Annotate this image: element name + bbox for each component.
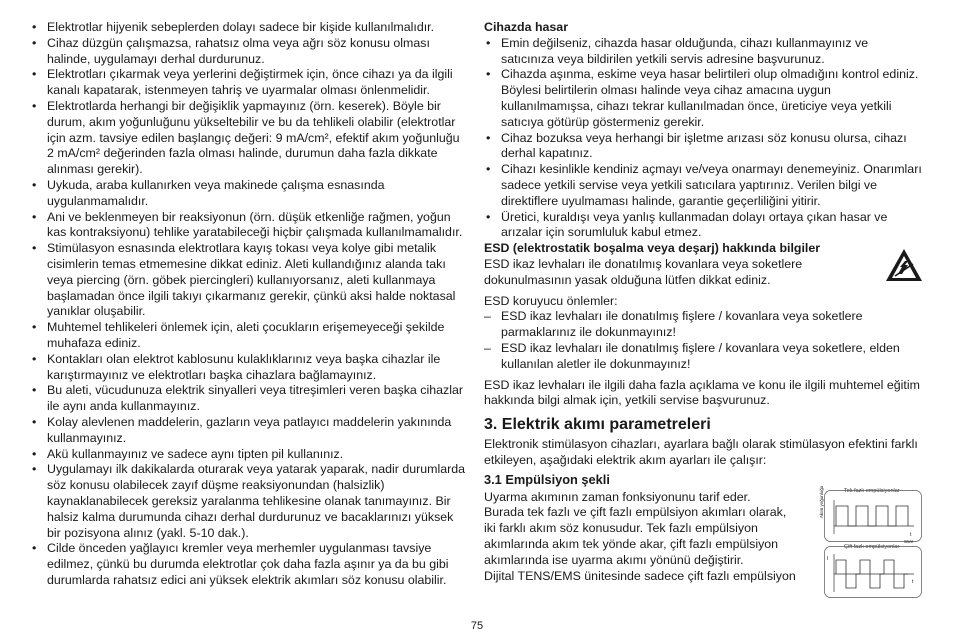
biphasic-diagram — [824, 543, 922, 598]
left-column — [30, 20, 468, 589]
safety-bullet-item: • Elektrotları çıkarmak veya yerlerini değiştirmek için, önce cihazı ya da ilgili kanalı kapatarak, istenmeyen tahriş ve uyarmalar olması önlenmelidir. — [30, 67, 468, 99]
safety-bullet-item: • Ani ve beklenmeyen bir reaksiyonun (örn. düşük etkenliğe rağmen, yoğun kas kontraksiyonu) tehlike yaratabileceği hiçbir çalışmada kullanılmamalıdır. — [30, 210, 468, 242]
damage-bullet-item: • Cihazda aşınma, eskime veya hasar belirtileri olup olmadığını kontrol ediniz. Böylesi belirtilerin olması halinde veya cihaz amacına uygun kullanılmamışsa, cihazı tekrar kullanılmadan önce, üreticiye veya yetkili satıcıya götürüp göstermeniz gerekir. — [484, 67, 924, 130]
safety-bullet-item: • Bu aleti, vücudunuza elektrik sinyalleri veya titreşimleri veren başka cihazlar ile aynı anda kullanmayınız. — [30, 383, 468, 415]
pulse-text-2: Burada tek fazlı ve çift fazlı empülsiyon akımları olarak, iki farklı akım söz konusudur. Tek fazlı empülsiyon akımlarında akım tek yönde akar, çift fazlı empülsiyon akımlarında ise uyarma akımı yönünü değiştirir. — [484, 505, 787, 567]
esd-footer: ESD ikaz levhaları ile ilgili daha fazla açıklama ve konu ile ilgili muhtemel eğitim hakkında bilgi almak için, yetkili servise başvurunuz. — [484, 377, 920, 408]
damage-bullet-item: • Üretici, kuraldışı veya yanlış kullanmadan dolayı ortaya çıkan hasar ve arızalar için sorumluluk kabul etmez. — [484, 210, 924, 242]
esd-heading: ESD (elektrostatik boşalma veya deşarj) hakkında bilgiler — [484, 241, 821, 256]
pulse-text-3: Dijital TENS/EMS ünitesinde sadece çift fazlı empülsiyon — [484, 568, 796, 583]
subsection-title: 3.1 Empülsiyon şekli — [484, 471, 610, 487]
biphasic-ylabel-i: I — [827, 555, 829, 562]
page-number: 75 — [470, 620, 484, 632]
safety-bullet-item: • Cilde önceden yağlayıcı kremler veya merhemler uygulanması tavsiye edilmez, çünkü bu durumda elektrotlar çok daha fazla aşınır ya da bu gibi durumlarda rahatsız edici ani yüksek elektrik akımları söz konusu olabilir. — [30, 541, 468, 588]
monophasic-diagram-title: Tek fazlı empülsiyonlar — [844, 487, 900, 494]
esd-text: ESD ikaz levhaları ile donatılmış kovanlara veya soketlere dokunulmasının yasak olduğuna lütfen dikkat ediniz. — [484, 256, 803, 287]
monophasic-xlabel: Süre — [904, 538, 914, 544]
esd-dash-list — [484, 309, 924, 372]
damage-bullet-item: • Emin değilseniz, cihazda hasar olduğunda, cihazı kullanmayınız ve satıcınıza veya bildirilen yetkili servis adresine başvurunuz. — [484, 36, 924, 68]
safety-bullet-item: • Stimülasyon esnasında elektrotlara kayış tokası veya kolye gibi metalik cisimlerin temas etmemesine dikkat ediniz. Aleti kullandığınız alanda takı veya piercing (örn. göbek piercingleri) kullanıyorsanız, aleti kullanmaya başlamadan önce ilgili takıyı çıkarmanız gerekir, çünkü aksi halde noktasal yanıklar oluşabilir. — [30, 241, 468, 320]
safety-bullet-item: • Uygulamayı ilk dakikalarda oturarak veya yatarak yaparak, nadir durumlarda söz konusu olabilecek zayıf düşme reaksiyonundan (halsizlik) kaynaklanabilecek gereksiz yaralanma tehlikesine olanak tanımayınız. Bir halsiz kalma durumunda cihazı derhal durdurunuz ve bacaklarınızı yüksek bir pozisyona alınız (yakl. 5-10 dak.). — [30, 462, 468, 541]
pulse-section — [484, 485, 924, 585]
safety-bullet-list — [30, 20, 468, 589]
section-title: 3. Elektrik akımı parametreleri — [484, 416, 711, 434]
section-intro: Elektronik stimülasyon cihazları, ayarlara bağlı olarak stimülasyon efektini farklı etkileyen, aşağıdaki elektrik akım ayarları ile çalışır: — [484, 437, 918, 467]
esd-dash-item: – ESD ikaz levhaları ile donatılmış fişlere / kovanlara veya soketlere parmaklarınız ile dokunmayınız! — [484, 309, 924, 341]
esd-warning-icon — [884, 247, 924, 283]
safety-bullet-item: • Kontakları olan elektrot kablosunu kulaklıklarınız veya başka cihazlar ile karıştırmayınız ve elektrotları başka cihazlara bağlamayınız. — [30, 352, 468, 384]
damage-heading: Cihazda hasar — [484, 20, 569, 34]
esd-protection-label: ESD koruyucu önlemler: — [484, 293, 618, 308]
biphasic-diagram-title: Çift fazlı empülsiyonlar — [844, 543, 900, 550]
safety-bullet-item: • Akü kullanmayınız ve sadece aynı tipten pil kullanınız. — [30, 447, 468, 463]
esd-block — [484, 241, 924, 288]
safety-bullet-item: • Muhtemel tehlikeleri önlemek için, aleti çocukların erişemeyeceği şekilde muhafaza ediniz. — [30, 320, 468, 352]
biphasic-xlabel-t: t — [912, 578, 914, 585]
damage-bullet-list — [484, 36, 924, 241]
monophasic-diagram — [819, 485, 922, 544]
monophasic-ylabel: Akım yoğunluğu — [819, 485, 824, 518]
safety-bullet-item: • Elektrotlarda herhangi bir değişiklik yapmayınız (örn. keserek). Böyle bir durum, akım yoğunluğunu yükseltebilir ve bu da tehlikeli olabilir (elektrotlar için azm. tavsiye edilen başlangıç değeri: 9 mA/cm², efektif akım yoğunluğu 2 mA/cm² değerinden fazla olması halinde, durumun daha fazla dikkate alınması gerekir). — [30, 99, 468, 178]
right-column — [484, 20, 924, 584]
safety-bullet-item: • Elektrotlar hijyenik sebeplerden dolayı sadece bir kişide kullanılmalıdır. — [30, 20, 468, 36]
esd-dash-item: – ESD ikaz levhaları ile donatılmış fişlere / kovanlara veya soketlere, elden kullanılan aletler ile dokunmayınız! — [484, 341, 924, 373]
damage-bullet-item: • Cihaz bozuksa veya herhangi bir işletme arızası söz konusu olursa, cihazı derhal kapatınız. — [484, 131, 924, 163]
safety-bullet-item: • Uykuda, araba kullanırken veya makinede çalışma esnasında uygulanmamalıdır. — [30, 178, 468, 210]
safety-bullet-item: • Cihaz düzgün çalışmazsa, rahatsız olma veya ağrı söz konusu olması halinde, uygulamayı derhal durdurunuz. — [30, 36, 468, 68]
monophasic-xlabel-t: t — [910, 531, 912, 538]
safety-bullet-item: • Kolay alevlenen maddelerin, gazların veya patlayıcı maddelerin yakınında kullanmayınız. — [30, 415, 468, 447]
pulse-text-1: Uyarma akımının zaman fonksiyonunu tarif eder. — [484, 489, 751, 504]
damage-bullet-item: • Cihazı kesinlikle kendiniz açmayı ve/veya onarmayı denemeyiniz. Onarımları sadece yetkili servise veya yetkili satıcılara yaptırınız. Verilen bilgi ve direktiflere uyulmaması halinde, garantie geçerliliğini yitirir. — [484, 162, 924, 209]
